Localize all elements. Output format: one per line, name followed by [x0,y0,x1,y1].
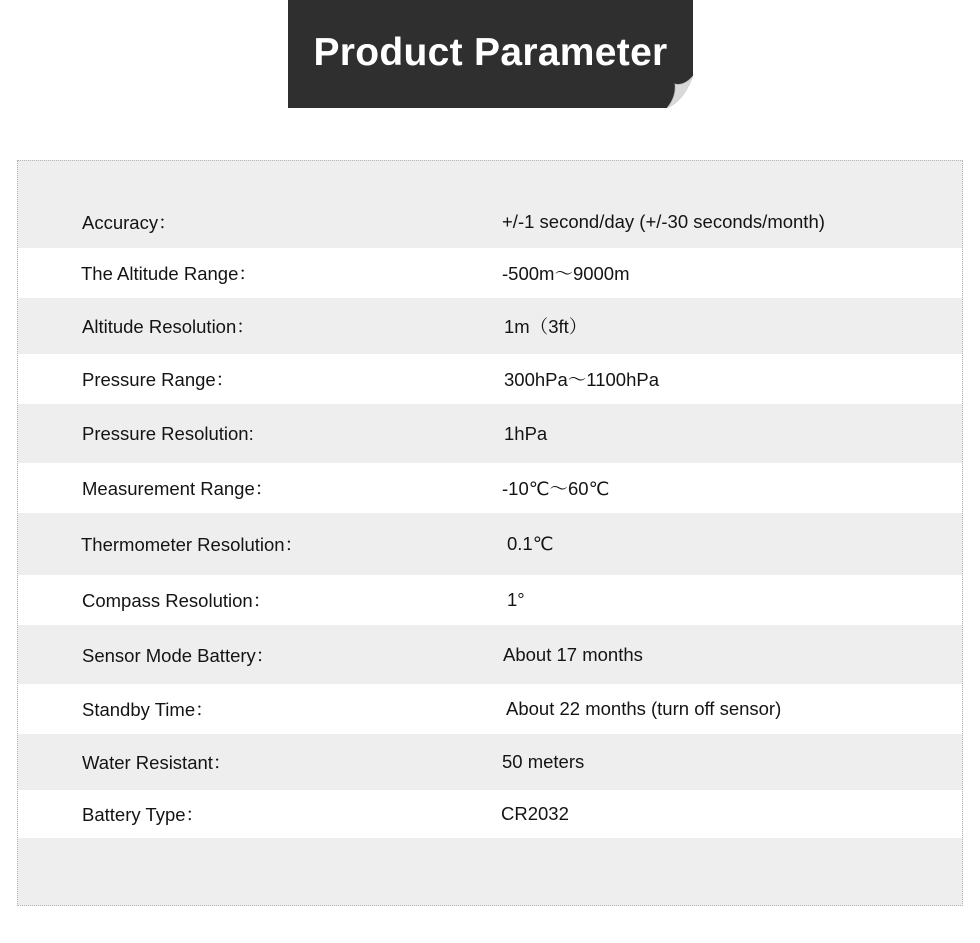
spec-value: 300hPa～1100hPa [504,369,659,390]
spec-label: The Altitude Range： [81,263,257,284]
spec-value: 1hPa [504,422,548,444]
spec-label: Battery Type： [82,804,205,825]
spec-value: CR2032 [501,803,569,824]
spec-row-accuracy [18,195,962,248]
spec-label: Accuracy： [82,211,177,233]
spec-label: Standby Time： [82,699,214,720]
spec-row-pressure-range [18,354,962,404]
page-title: Product Parameter [313,31,668,74]
spec-row-water-resistant [18,734,962,790]
spec-row-battery-type [18,790,962,838]
header-banner [288,0,693,108]
spec-row-sensor-mode-battery [18,625,962,684]
spec-value: 0.1℃ [507,533,554,554]
spec-label: Sensor Mode Battery： [82,644,275,666]
spec-value: 50 meters [502,751,585,772]
spec-value: About 17 months [503,643,643,665]
spec-row-measurement-range [18,463,962,513]
spec-value: 1° [507,589,525,610]
spec-label: Pressure Range： [82,369,235,390]
spec-label: Altitude Resolution： [82,316,255,337]
spec-row-compass-resolution [18,575,962,625]
spec-row-pressure-resolution [18,404,962,463]
spec-value: -500m～9000m [502,263,630,284]
page-curl-icon [667,76,693,108]
spec-row-standby-time [18,684,962,734]
spec-label: Measurement Range： [82,478,274,499]
spec-row-altitude-range [18,248,962,298]
spec-value: -10℃～60℃ [502,478,610,499]
spec-label: Pressure Resolution: [82,422,254,444]
spec-row-altitude-resolution [18,298,962,354]
spec-label: Thermometer Resolution： [81,534,304,555]
spec-value: +/-1 second/day (+/-30 seconds/month) [502,210,825,232]
spec-label: Compass Resolution： [82,590,272,611]
spec-table [17,160,963,906]
spec-value: About 22 months (turn off sensor) [506,698,782,719]
spec-label: Water Resistant： [82,752,232,773]
spec-value: 1m（3ft） [504,316,588,337]
spec-row-thermometer-resolution [18,513,962,575]
